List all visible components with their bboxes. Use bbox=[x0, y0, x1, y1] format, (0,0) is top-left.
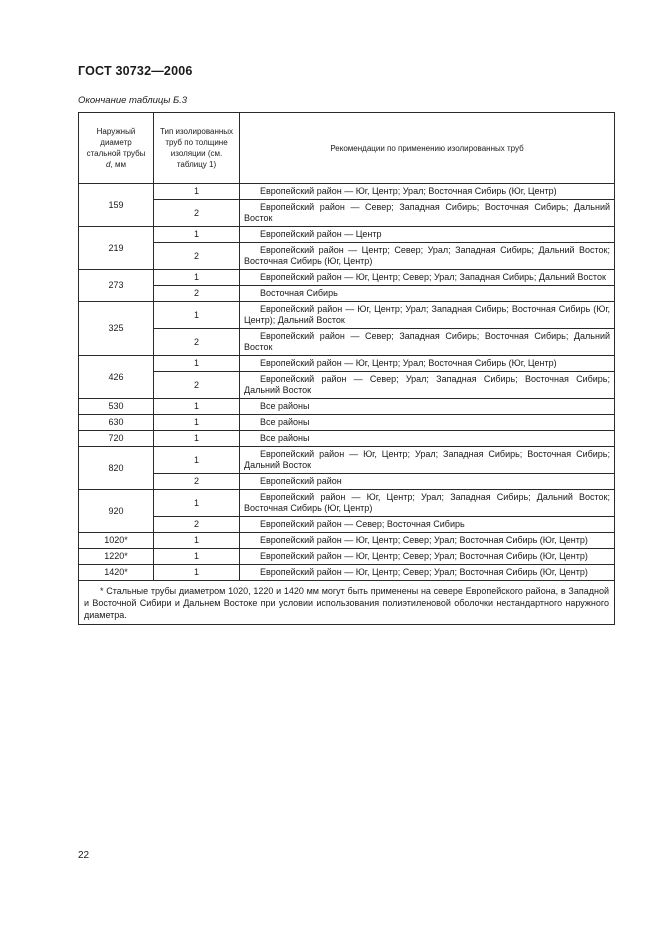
column-header-recommendations: Рекомендации по применению изолированных труб bbox=[240, 113, 615, 184]
page-number: 22 bbox=[78, 850, 90, 861]
table-row bbox=[79, 490, 615, 517]
table-row bbox=[79, 329, 615, 356]
table-footnote: * Стальные трубы диаметром 1020, 1220 и 1420 мм могут быть применены на севере Европейского района, в Западной и Восточной Сибири и Дальнем Востоке при условии использования полиэтиленовой оболочки нестандартного наружного диаметра. bbox=[79, 581, 615, 625]
type-cell: 2 bbox=[154, 243, 240, 270]
diameter-cell: 1020* bbox=[79, 533, 154, 549]
recommendation-cell: Европейский район — Север; Западная Сибирь; Восточная Сибирь; Дальний Восток bbox=[240, 200, 615, 227]
table-row bbox=[79, 565, 615, 581]
recommendation-cell: Европейский район bbox=[240, 474, 615, 490]
recommendations-table bbox=[78, 112, 615, 625]
recommendation-cell: Европейский район — Юг, Центр; Урал; Западная Сибирь; Дальний Восток; Восточная Сибирь (Юг, Центр) bbox=[240, 490, 615, 517]
footnote-row bbox=[79, 581, 615, 625]
type-cell: 2 bbox=[154, 372, 240, 399]
type-cell: 2 bbox=[154, 517, 240, 533]
recommendation-cell: Европейский район — Север; Урал; Западная Сибирь; Восточная Сибирь; Дальний Восток bbox=[240, 372, 615, 399]
table-row bbox=[79, 243, 615, 270]
recommendation-cell: Европейский район — Юг, Центр; Север; Урал; Западная Сибирь; Дальний Восток bbox=[240, 270, 615, 286]
recommendation-cell: Европейский район — Юг, Центр; Север; Урал; Восточная Сибирь (Юг, Центр) bbox=[240, 533, 615, 549]
table-row bbox=[79, 227, 615, 243]
diameter-cell: 1420* bbox=[79, 565, 154, 581]
recommendation-cell: Европейский район — Юг, Центр; Урал; Восточная Сибирь (Юг, Центр) bbox=[240, 356, 615, 372]
recommendation-cell: Европейский район — Юг, Центр; Урал; Восточная Сибирь (Юг, Центр) bbox=[240, 184, 615, 200]
type-cell: 2 bbox=[154, 474, 240, 490]
type-cell: 1 bbox=[154, 415, 240, 431]
recommendation-cell: Европейский район — Север; Западная Сибирь; Восточная Сибирь; Дальний Восток bbox=[240, 329, 615, 356]
diameter-cell: 426 bbox=[79, 356, 154, 399]
table-row bbox=[79, 517, 615, 533]
recommendation-cell: Европейский район — Юг, Центр; Урал; Западная Сибирь; Восточная Сибирь; Дальний Восток bbox=[240, 447, 615, 474]
recommendation-cell: Европейский район — Юг, Центр; Урал; Западная Сибирь; Восточная Сибирь (Юг, Центр); Дальний Восток bbox=[240, 302, 615, 329]
table-body bbox=[79, 184, 615, 625]
type-cell: 1 bbox=[154, 184, 240, 200]
type-cell: 1 bbox=[154, 356, 240, 372]
diameter-cell: 530 bbox=[79, 399, 154, 415]
type-cell: 1 bbox=[154, 302, 240, 329]
column-header-diameter: Наружный диаметр стальной трубы d, мм bbox=[79, 113, 154, 184]
diameter-cell: 1220* bbox=[79, 549, 154, 565]
diameter-cell: 820 bbox=[79, 447, 154, 490]
diameter-cell: 630 bbox=[79, 415, 154, 431]
recommendation-cell: Европейский район — Центр; Север; Урал; Западная Сибирь; Дальний Восток; Восточная Сибирь (Юг, Центр) bbox=[240, 243, 615, 270]
type-cell: 2 bbox=[154, 329, 240, 356]
type-cell: 1 bbox=[154, 431, 240, 447]
document-title: ГОСТ 30732—2006 bbox=[78, 64, 193, 78]
table-row bbox=[79, 356, 615, 372]
type-cell: 1 bbox=[154, 565, 240, 581]
diameter-cell: 720 bbox=[79, 431, 154, 447]
recommendation-cell: Европейский район — Юг, Центр; Север; Урал; Восточная Сибирь (Юг, Центр) bbox=[240, 549, 615, 565]
type-cell: 1 bbox=[154, 399, 240, 415]
table-row bbox=[79, 431, 615, 447]
table-row bbox=[79, 184, 615, 200]
table-row bbox=[79, 399, 615, 415]
table-row bbox=[79, 415, 615, 431]
recommendation-cell: Европейский район — Центр bbox=[240, 227, 615, 243]
diameter-cell: 273 bbox=[79, 270, 154, 302]
table-row bbox=[79, 302, 615, 329]
table-row bbox=[79, 474, 615, 490]
table-caption: Окончание таблицы Б.3 bbox=[78, 95, 188, 106]
type-cell: 1 bbox=[154, 549, 240, 565]
diameter-cell: 325 bbox=[79, 302, 154, 356]
type-cell: 1 bbox=[154, 447, 240, 474]
type-cell: 1 bbox=[154, 533, 240, 549]
table-header-row bbox=[79, 113, 615, 184]
recommendation-cell: Европейский район — Север; Восточная Сибирь bbox=[240, 517, 615, 533]
recommendation-cell: Европейский район — Юг, Центр; Север; Урал; Восточная Сибирь (Юг, Центр) bbox=[240, 565, 615, 581]
type-cell: 2 bbox=[154, 286, 240, 302]
type-cell: 1 bbox=[154, 227, 240, 243]
recommendation-cell: Все районы bbox=[240, 415, 615, 431]
type-cell: 1 bbox=[154, 270, 240, 286]
type-cell: 1 bbox=[154, 490, 240, 517]
table-row bbox=[79, 372, 615, 399]
recommendation-cell: Все районы bbox=[240, 431, 615, 447]
table-row bbox=[79, 533, 615, 549]
column-header-type: Тип изолированных труб по толщине изоляции (см. таблицу 1) bbox=[154, 113, 240, 184]
table-row bbox=[79, 270, 615, 286]
table-row bbox=[79, 447, 615, 474]
diameter-cell: 159 bbox=[79, 184, 154, 227]
table-row bbox=[79, 286, 615, 302]
recommendation-cell: Все районы bbox=[240, 399, 615, 415]
type-cell: 2 bbox=[154, 200, 240, 227]
recommendation-cell: Восточная Сибирь bbox=[240, 286, 615, 302]
diameter-cell: 920 bbox=[79, 490, 154, 533]
table-row bbox=[79, 200, 615, 227]
diameter-cell: 219 bbox=[79, 227, 154, 270]
table-row bbox=[79, 549, 615, 565]
